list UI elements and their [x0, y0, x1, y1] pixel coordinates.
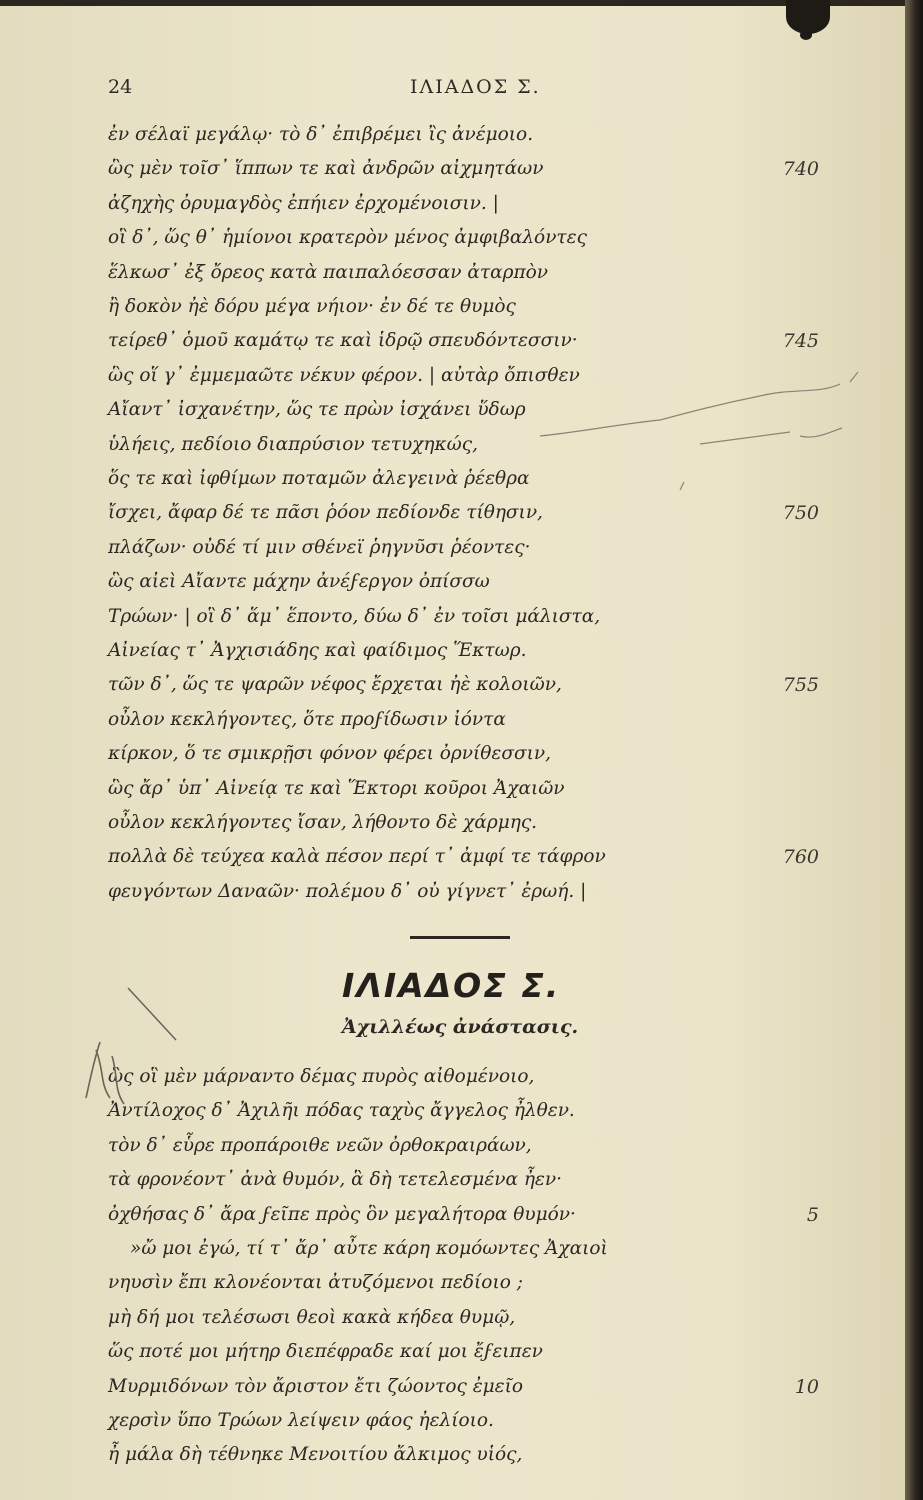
line-number: 5 [806, 1203, 819, 1226]
verse-line: ἴσχει, ἄφαρ δέ τε πᾶσι ῥόον πεδίονδε τίθησιν, [108, 502, 543, 524]
verse-line: ἢ δοκὸν ἠὲ δόρυ μέγα νήιον· ἐν δέ τε θυμὸς [108, 296, 516, 317]
verse-line: φευγόντων Δαναῶν· πολέμου δ᾽ οὐ γίγνετ᾽ ἐρωή. | [108, 880, 587, 902]
verse-line: οὖλον κεκλήγοντες, ὅτε προϝίδωσιν ἰόντα [108, 708, 506, 730]
pencil-tick-2 [680, 482, 684, 490]
verse-line: τὸν δ᾽ εὗρε προπάροιθε νεῶν ὀρθοκραιράων, [108, 1134, 532, 1156]
verse-line: ὀχθήσας δ᾽ ἄρα ϝεῖπε πρὸς ὃν μεγαλήτορα θυμόν· [108, 1203, 576, 1225]
verse-line: πολλὰ δὲ τεύχεα καλὰ πέσον περί τ᾽ ἀμφί τε τάφρον [108, 846, 606, 868]
verse-line: τείρεθ᾽ ὁμοῦ καμάτῳ τε καὶ ἱδρῷ σπευδόντεσσιν· [108, 330, 578, 352]
verse-line: οὖλον κεκλήγοντες ἴσαν, λήθοντο δὲ χάρμης. [108, 812, 538, 833]
verse-line: Μυρμιδόνων τὸν ἄριστον ἔτι ζώοντος ἐμεῖο [108, 1375, 524, 1397]
verse-line: ὑλήεις, πεδίοιο διαπρύσιον τετυχηκώς, [108, 433, 478, 455]
verse-line: χερσὶν ὕπο Τρώων λείψειν φάος ἠελίοιο. [108, 1410, 494, 1431]
verse-line: ἐν σέλαϊ μεγάλῳ· τὸ δ᾽ ἐπιβρέμει ἲς ἀνέμοιο. [108, 124, 534, 145]
verse-line: ὥς ποτέ μοι μήτηρ διεπέφραδε καί μοι ἔϝειπεν [108, 1341, 543, 1363]
book-subtitle: Ἀχιλλέως ἀνάστασις. [342, 1016, 579, 1038]
verse-line: οἳ δ᾽, ὥς θ᾽ ἡμίονοι κρατερὸν μένος ἀμφιβαλόντες [108, 227, 587, 249]
line-number: 740 [782, 158, 819, 181]
verse-line: »ὤ μοι ἐγώ, τί τ᾽ ἄρ᾽ αὖτε κάρη κομόωντες Ἀχαιοὶ [130, 1238, 608, 1259]
page-number: 24 [108, 76, 133, 98]
verse-line: τῶν δ᾽, ὥς τε ψαρῶν νέφος ἔρχεται ἠὲ κολοιῶν, [108, 674, 562, 696]
verse-line: ὣς οἵ γ᾽ ἐμμεμαῶτε νέκυν φέρον. | αὐτὰρ ὄπισθεν [108, 364, 580, 386]
line-number: 755 [782, 674, 819, 697]
ink-stain [786, 0, 830, 34]
verse-line: Αἴαντ᾽ ἰσχανέτην, ὥς τε πρὼν ἰσχάνει ὕδωρ [108, 399, 526, 421]
verse-line: ἦ μάλα δὴ τέθνηκε Μενοιτίου ἄλκιμος υἱός, [108, 1444, 523, 1466]
page-edge-shadow [905, 0, 923, 1500]
verse-line: Αἰνείας τ᾽ Ἀγχισιάδης καὶ φαίδιμος Ἕκτωρ. [108, 640, 527, 661]
verse-line: τὰ φρονέοντ᾽ ἀνὰ θυμόν, ἃ δὴ τετελεσμένα ἦεν· [108, 1169, 562, 1191]
verse-line: ὣς οἳ μὲν μάρναντο δέμας πυρὸς αἰθομένοιο, [108, 1066, 535, 1087]
verse-line: κίρκον, ὅ τε σμικρῇσι φόνον φέρει ὀρνίθεσσιν, [108, 743, 551, 765]
verse-line: ὣς μὲν τοῖσ᾽ ἵππων τε καὶ ἀνδρῶν αἰχμητάων [108, 158, 544, 180]
verse-line: ἕλκωσ᾽ ἐξ ὄρεος κατὰ παιπαλόεσσαν ἀταρπὸν [108, 261, 549, 283]
verse-line: ὅς τε καὶ ἰφθίμων ποταμῶν ἀλεγεινὰ ῥέεθρα [108, 468, 530, 489]
verse-line: νηυσὶν ἔπι κλονέονται ἀτυζόμενοι πεδίοιο ; [108, 1272, 523, 1294]
verse-line: μὴ δή μοι τελέσωσι θεοὶ κακὰ κήδεα θυμῷ, [108, 1306, 516, 1328]
line-number: 745 [782, 330, 819, 353]
verse-line: ὣς ἄρ᾽ ὑπ᾽ Αἰνείᾳ τε καὶ Ἕκτορι κοῦροι Ἀχαιῶν [108, 777, 565, 799]
verse-line: Τρώων· | οἳ δ᾽ ἅμ᾽ ἕποντο, δύω δ᾽ ἐν τοῖσι μάλιστα, [108, 605, 601, 627]
ink-stain-drop [800, 30, 812, 40]
pencil-tick [850, 372, 858, 382]
book-title: ΙΛΙΑΔΟΣ Σ. [342, 966, 561, 1005]
line-number: 760 [782, 846, 819, 869]
line-number: 10 [794, 1375, 819, 1398]
scan-border [0, 0, 905, 6]
verse-line: ὣς αἰεὶ Αἴαντε μάχην ἀνέϝεργον ὀπίσσω [108, 571, 490, 593]
verse-line: Ἀντίλοχος δ᾽ Ἀχιλῆι πόδας ταχὺς ἄγγελος ἦλθεν. [108, 1100, 575, 1122]
pencil-scribble-right [540, 384, 842, 444]
running-title: ΙΛΙΑΔΟΣ Σ. [410, 76, 541, 98]
pencil-diagonal-mark [128, 988, 176, 1040]
line-number: 750 [782, 502, 819, 525]
verse-line: ἀζηχὴς ὀρυμαγδὸς ἐπήιεν ἐρχομένοισιν. | [108, 192, 499, 214]
section-divider [410, 936, 510, 939]
verse-line: πλάζων· οὐδέ τί μιν σθένεϊ ῥηγνῦσι ῥέοντες· [108, 536, 531, 558]
